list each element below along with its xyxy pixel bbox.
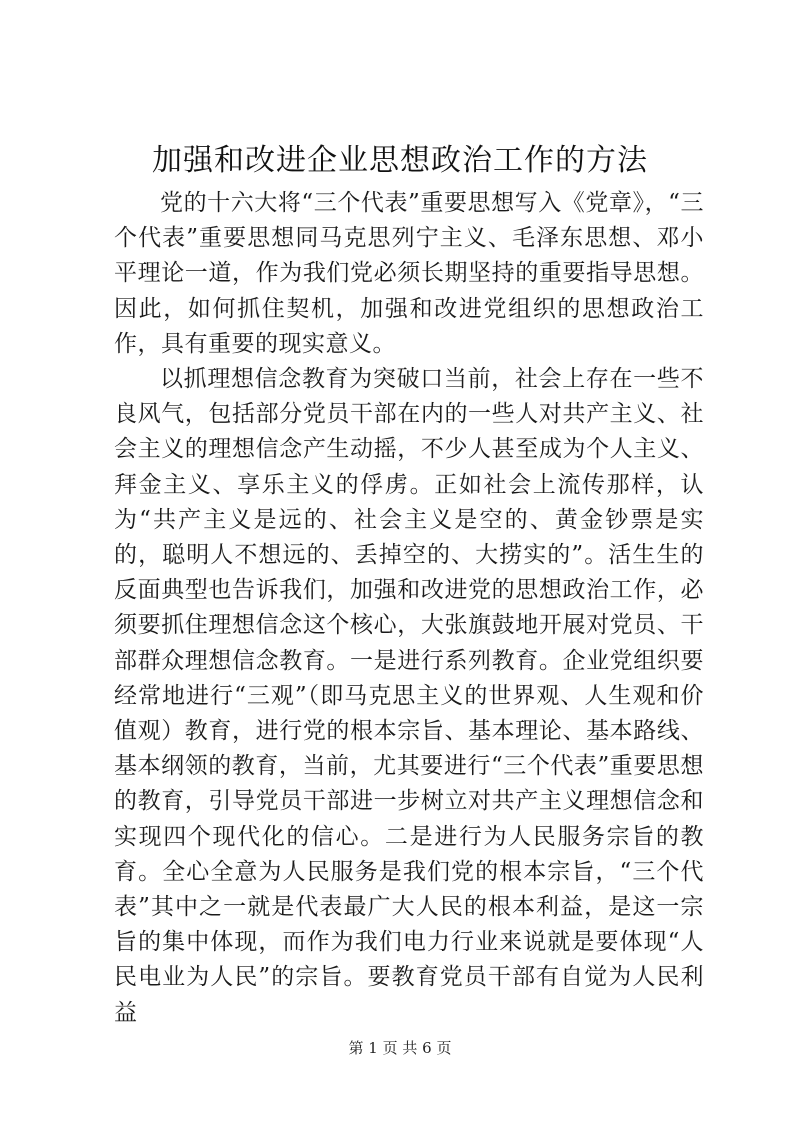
document-title: 加强和改进企业思想政治工作的方法 (152, 143, 648, 178)
paragraph-2: 以抓理想信念教育为突破口当前，社会上存在一些不良风气，包括部分党员干部在内的一些人对共产主义、社会主义的理想信念产生动摇，不少人甚至成为个人主义、拜金主义、享乐主义的俘虏。正如社会上流传那样，认为“共产主义是远的、社会主义是空的、黄金钞票是实的，聪明人不想远的、丢掉空的、大捞实的”。活生生的反面典型也告诉我们，加强和改进党的思想政治工作，必须要抓住理想信念这个核心，大张旗鼓地开展对党员、干部群众理想信念教育。一是进行系列教育。企业党组织要经常地进行“三观”（即马克思主义的世界观、人生观和价值观）教育，进行党的根本宗旨、基本理论、基本路线、基本纲领的教育，当前，尤其要进行“三个代表”重要思想的教育，引导党员干部进一步树立对共产主义理想信念和实现四个现代化的信心。二是进行为人民服务宗旨的教育。全心全意为人民服务是我们党的根本宗旨，“三个代表”其中之一就是代表最广大人民的根本利益，是这一宗旨的集中体现，而作为我们电力行业来说就是要体现“人民电业为人民”的宗旨。要教育党员干部有自觉为人民利益 (114, 366, 704, 1026)
document-body (114, 186, 704, 1031)
page-footer: 第 1 页 共 6 页 (348, 1039, 452, 1057)
paragraph-1: 党的十六大将“三个代表”重要思想写入《党章》，“三个代表”重要思想同马克思列宁主义、毛泽东思想、邓小平理论一道，作为我们党必须长期坚持的重要指导思想。因此，如何抓住契机，加强和改进党组织的思想政治工作，具有重要的现实意义。 (114, 190, 704, 357)
